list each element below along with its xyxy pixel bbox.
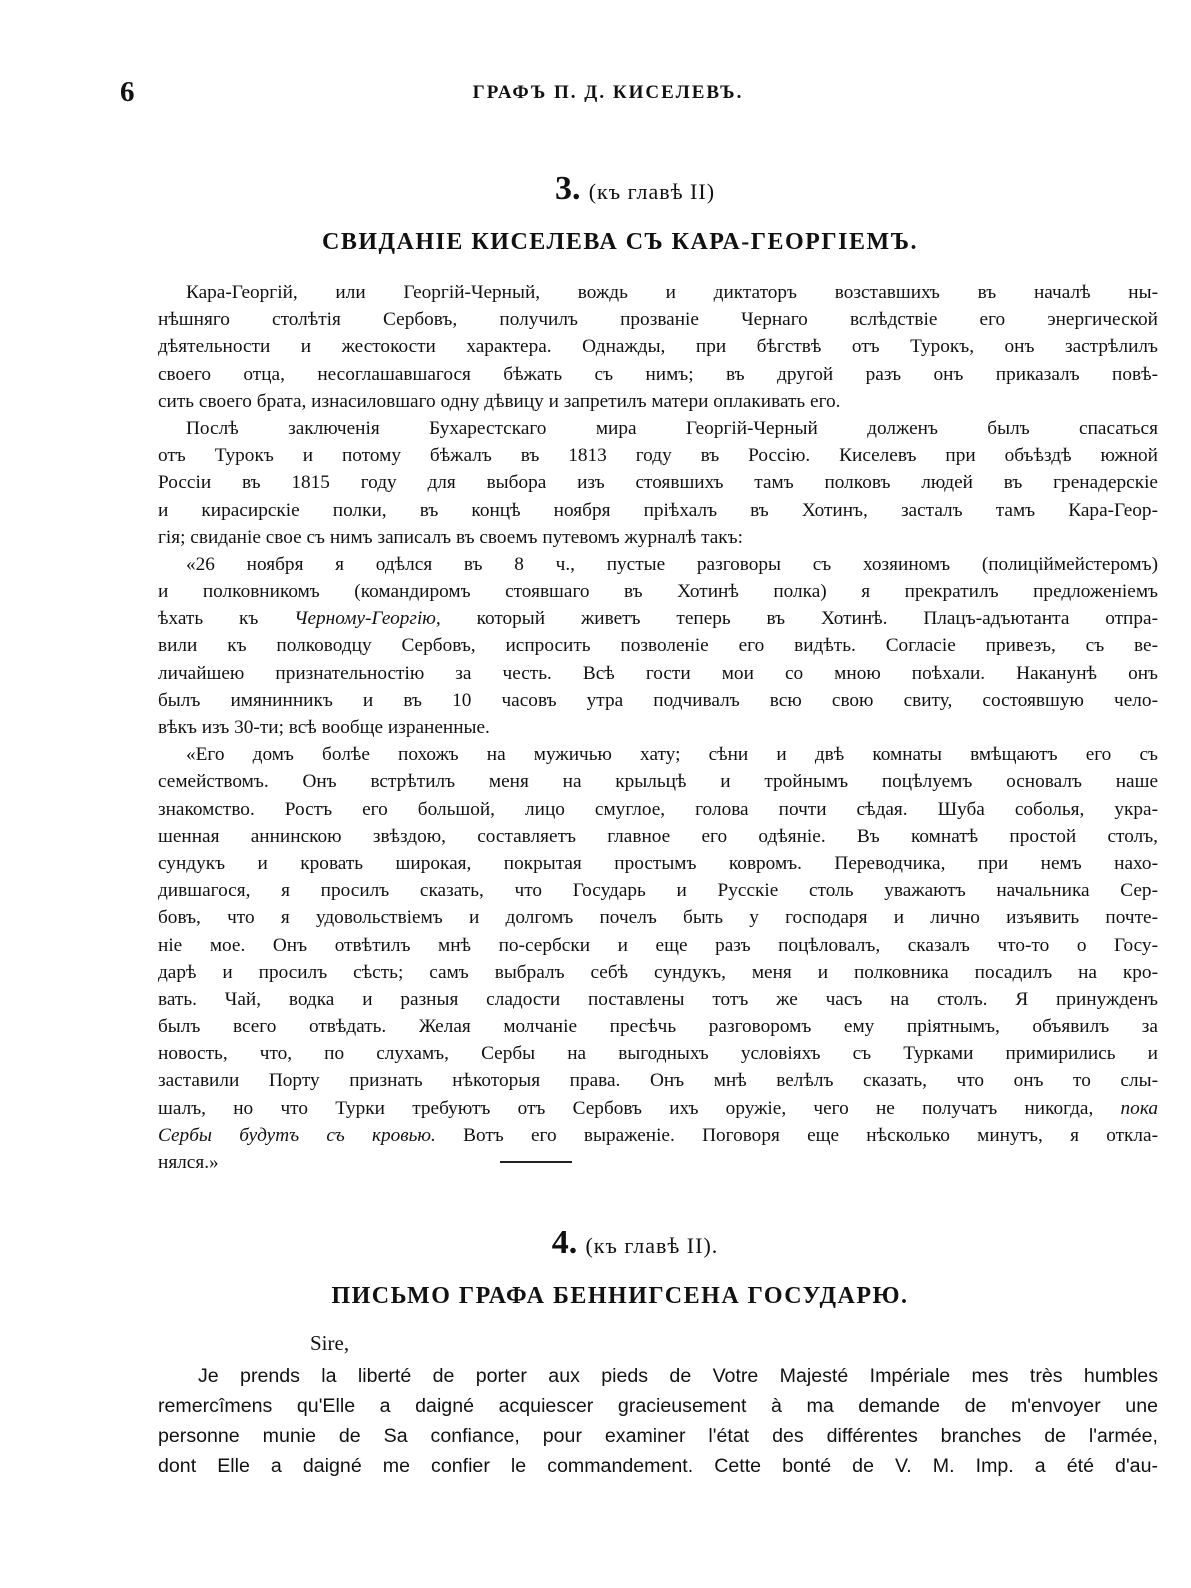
text-line: нѣшняго столѣтія Сербовъ, получилъ прозваніе Чернаго вслѣдствіе его энергической bbox=[158, 309, 1158, 331]
text-line: remercîmens qu'Elle a daigné acquiescer gracieusement à ma demande de m'envoyer une bbox=[158, 1395, 1158, 1417]
text-line: бовъ, что я удовольствіемъ и долгомъ почелъ быть у господаря и лично изъявить почте- bbox=[158, 907, 1158, 929]
text-line: и кирасирскіе полки, въ концѣ ноября пріѣхалъ въ Хотинъ, засталъ тамъ Кара-Геор- bbox=[158, 499, 1158, 521]
section-4-letter bbox=[158, 1325, 1158, 1481]
letter-salutation: Sire, bbox=[310, 1331, 350, 1355]
italic-text: Сербы будутъ съ кровью. bbox=[158, 1124, 436, 1146]
text-line: своего отца, несоглашавшагося бѣжать съ нимъ; въ другой разъ онъ приказалъ повѣ- bbox=[158, 363, 1158, 385]
text-line: нялся.» bbox=[158, 1152, 219, 1173]
text-line: «Его домъ болѣе похожъ на мужичью хату; сѣни и двѣ комнаты вмѣщаютъ его съ bbox=[186, 744, 1158, 766]
text-line: Послѣ заключенія Бухарестскаго мира Георгій-Черный долженъ былъ спасаться bbox=[186, 417, 1158, 439]
text-line: новость, что, по слухамъ, Сербы на выгодныхъ условіяхъ съ Турками примирились и bbox=[158, 1043, 1158, 1065]
text-line: сундукъ и кровать широкая, покрытая простымъ ковромъ. Переводчика, при немъ нахо- bbox=[158, 852, 1158, 874]
section-4-heading bbox=[120, 1222, 1120, 1318]
text-line: шенная аннинскою звѣздою, составляетъ главное его одѣяніе. Въ комнатѣ простой столъ, bbox=[158, 825, 1158, 847]
text-line: personne munie de Sa confiance, pour examiner l'état des différentes branches de l'armée, bbox=[158, 1425, 1158, 1447]
section-number bbox=[150, 168, 1120, 210]
text-run: который живетъ теперь въ Хотинѣ. Плацъ-адъютанта отпра- bbox=[440, 608, 1158, 630]
section-title: ПИСЬМО ГРАФА БЕННИГСЕНА ГОСУДАРЮ. bbox=[331, 1283, 909, 1309]
section-number-value: 3. bbox=[554, 170, 581, 207]
text-line: дившагося, я просилъ сказать, что Государь и Русскіе столь уважаютъ начальника Сер- bbox=[158, 880, 1158, 902]
text-line: «26 ноября я одѣлся въ 8 ч., пустые разговоры съ хозяиномъ (полиціймейстеромъ) bbox=[186, 553, 1158, 575]
text-line: Россіи въ 1815 году для выбора изъ стоявшихъ тамъ полковъ людей въ гренадерскіе bbox=[158, 472, 1158, 494]
italic-text: Черному-Георгію, bbox=[294, 608, 441, 630]
text-line: отъ Турокъ и потому бѣжалъ въ 1813 году въ Россію. Киселевъ при объѣздѣ южной bbox=[158, 445, 1158, 467]
text-line: вать. Чай, водка и разныя сладости поставлены тотъ же часъ на столъ. Я принужденъ bbox=[158, 988, 1158, 1010]
section-title: СВИДАНІЕ КИСЕЛЕВА СЪ КАРА-ГЕОРГІЕМЪ. bbox=[322, 229, 918, 255]
text-line: сить своего брата, изнасиловшаго одну дѣвицу и запретилъ матери оплакивать его. bbox=[158, 390, 841, 412]
text-line: Je prends la liberté de porter aux pieds de Votre Majesté Impériale mes très humbles bbox=[198, 1365, 1158, 1387]
text-line: вѣкъ изъ 30-ти; всѣ вообще израненные. bbox=[158, 717, 490, 738]
text-line: вили къ полководцу Сербовъ, испросить позволеніе его видѣть. Согласіе привезъ, съ ве- bbox=[158, 635, 1158, 657]
text-line: личайшею признательностію за честь. Всѣ гости мои со мною поѣхали. Наканунѣ онъ bbox=[158, 662, 1158, 684]
section-number-value: 4. bbox=[551, 1224, 578, 1261]
text-line bbox=[158, 605, 1158, 632]
text-line: былъ всего отвѣдать. Желая молчаніе пресѣчь разговоромъ ему пріятнымъ, объявилъ за bbox=[158, 1016, 1158, 1038]
page-number: 6 bbox=[120, 76, 135, 108]
text-line: Кара-Георгій, или Георгій-Черный, вождь и диктаторъ возставшихъ въ началѣ ны- bbox=[186, 282, 1158, 303]
text-line bbox=[158, 1122, 1158, 1149]
text-run: Вотъ его выраженіе. Поговоря еще нѣсколько минутъ, я откла- bbox=[463, 1124, 1158, 1146]
section-chapter-ref: (къ главѣ II). bbox=[585, 1233, 719, 1258]
section-3-text bbox=[158, 279, 1158, 1176]
text-line: гія; свиданіе свое съ нимъ записалъ въ своемъ путевомъ журналѣ такъ: bbox=[158, 526, 743, 548]
text-line: семействомъ. Онъ встрѣтилъ меня на крыльцѣ и тройнымъ поцѣлуемъ основалъ наше bbox=[158, 771, 1158, 793]
text-line: дарѣ и просилъ сѣсть; самъ выбралъ себѣ сундукъ, меня и полковника посадилъ на кро- bbox=[158, 961, 1158, 983]
text-run: ѣхать къ bbox=[158, 608, 295, 630]
text-line: dont Elle a daigné me confier le commandement. Cette bonté de V. M. Imp. a été d'au- bbox=[158, 1455, 1158, 1477]
running-head bbox=[120, 76, 1096, 116]
section-3-heading bbox=[120, 168, 1120, 264]
text-run: шалъ, но что Турки требуютъ отъ Сербовъ ихъ оружіе, чего не получатъ никогда, bbox=[158, 1097, 1121, 1119]
text-line: знакомство. Ростъ его большой, лицо смуглое, голова почти сѣдая. Шуба соболья, укра- bbox=[158, 798, 1158, 820]
text-line: и полковникомъ (командиромъ стоявшаго въ Хотинѣ полка) я прекратилъ предложеніемъ bbox=[158, 581, 1158, 603]
section-chapter-ref: (къ главѣ II) bbox=[588, 179, 716, 204]
running-title: ГРАФЪ П. Д. КИСЕЛЕВЪ. bbox=[472, 82, 744, 103]
section-divider bbox=[500, 1161, 572, 1163]
italic-text: пока bbox=[1120, 1097, 1158, 1119]
text-line: былъ имянинникъ и въ 10 часовъ утра подчивалъ всю свою свиту, состоявшую чело- bbox=[158, 689, 1158, 711]
text-line: ніе мое. Онъ отвѣтилъ мнѣ по-сербски и еще разъ поцѣловалъ, сказалъ что-то о Госу- bbox=[158, 934, 1158, 956]
section-number bbox=[150, 1222, 1120, 1264]
text-line: заставили Порту признать нѣкоторыя права. Онъ мнѣ велѣлъ сказать, что онъ то слы- bbox=[158, 1070, 1158, 1092]
text-line bbox=[158, 1095, 1158, 1122]
text-line: дѣятельности и жестокости характера. Однажды, при бѣгствѣ отъ Турокъ, онъ застрѣлилъ bbox=[158, 336, 1158, 358]
